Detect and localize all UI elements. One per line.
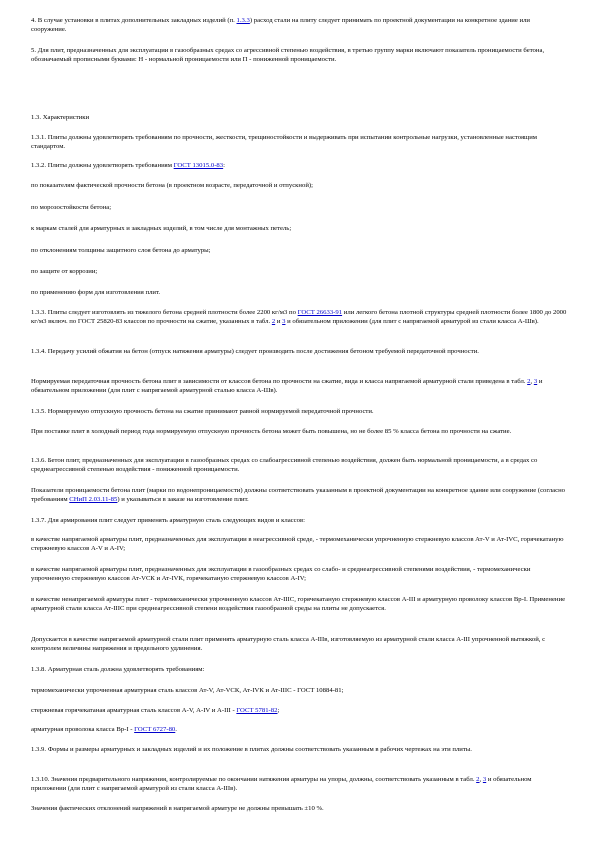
link-gost-6727[interactable]: ГОСТ 6727-80 — [134, 726, 176, 733]
paragraph-1-3-1: 1.3.1. Плиты должны удовлетворять требованиям по прочности, жесткости, трещиностойкости и выдерживать при испытании контрольные нагрузки, установленные настоящим стандартом. — [31, 134, 538, 150]
paragraph-steel-2 — [31, 707, 567, 716]
list-item: по показателям фактической прочности бетона (в проектном возрасте, передаточной и отпускной); — [31, 182, 314, 189]
text: , — [530, 378, 534, 385]
link-table-2[interactable]: 2 — [476, 776, 480, 783]
text: арматурная проволока класса Вр-I - — [31, 726, 135, 733]
paragraph-1-3-10 — [31, 776, 567, 793]
text: и — [275, 317, 283, 325]
link-gost-5781[interactable]: ГОСТ 5781-82 — [236, 707, 278, 714]
paragraph-reinforcement-3: в качестве ненапрягаемой арматуры плит - термомеханически упрочненную классов Ат-IIIС, горячекатаную стержневую классов А-III и арматурную проволоку классов Вр-I. Применение арматурной стали класса Ат-IIIС при среднеагрессивной степени воздействия газообразной среды на плиты не допускается. — [31, 596, 566, 612]
text: 1.3.3. Плиты следует изготовлять из тяжелого бетона средней плотности более 2200 кг/м3 по — [31, 309, 298, 316]
text: , — [479, 776, 483, 783]
paragraph-deviation: Значения фактических отклонений напряжений в напрягаемой арматуре не должны превышать ±10 %. — [31, 805, 324, 812]
text: или легкого бетона плотной структуры средней плотности более 1800 до 2000 кг/м3 включ. по ГОСТ 25820-83 классов по прочности на сжатие, указанных в табл. — [31, 309, 567, 325]
text: 1.3.10. Значения предварительного напряжения, контролируемые по окончании натяжения арматуры на упоры, должны, соответствовать указанным в табл. — [31, 776, 477, 783]
paragraph-steel-1: термомеханически упрочненная арматурная сталь классов Ат-V, Ат-VСК, Ат-IVК и Ат-IIIС - ГОСТ 10884-81; — [31, 687, 344, 694]
paragraph-reinforcement-1: в качестве напрягаемой арматуры плит, предназначенных для эксплуатации в неагрессивной среде, - термомеханически упрочненную стержневую классов Ат-V и Ат-IVС, горячекатаную стержневую классов А-V и А-IV; — [31, 536, 564, 552]
text: : — [223, 162, 225, 169]
paragraph-1-3-4: 1.3.4. Передачу усилий обжатия на бетон (отпуск натяжения арматуры) следует производить после достижения бетоном требуемой передаточной прочности. — [31, 348, 479, 355]
text: ) расход стали на плиту следует принимать по проектной документации на конкретное здание или сооружение. — [31, 17, 530, 33]
paragraph-transfer-strength — [31, 378, 567, 395]
section-heading: 1.3. Характеристики — [31, 114, 90, 121]
paragraph-1-3-7: 1.3.7. Для армирования плит следует применять арматурную сталь следующих видов и классов: — [31, 517, 305, 524]
paragraph-cold-period: При поставке плит в холодный период года нормируемую отпускную прочность бетона может быть повышена, но не более 85 % класса бетона по прочности на сжатие. — [31, 428, 512, 435]
link-gost-26633[interactable]: ГОСТ 26633-91 — [297, 309, 343, 316]
text: и обязательном приложении (для плит с напрягаемой арматурой из стали класса А-Шв). — [285, 317, 539, 325]
paragraph-note-5: 5. Для плит, предназначенных для эксплуатации в газообразных средах со агрессивной степенью воздействия, в третью группу марки включают показатель проницаемости бетона, обозначаемый прописными буквами: Н - нормальной проницаемости или П - пониженной проницаемости. — [31, 47, 545, 63]
text: 4. В случае установки в плитах дополнительных закладных изделий (п. — [31, 17, 237, 24]
text: и обязательном приложении (для плит с напрягаемой арматурой из стали класса А-IIIв). — [31, 776, 532, 792]
paragraph-1-3-5: 1.3.5. Нормируемую отпускную прочность бетона на сжатие принимают равной нормируемой передаточной прочности. — [31, 408, 374, 415]
list-item: к маркам сталей для арматурных и закладных изделий, в том числе для монтажных петель; — [31, 225, 292, 232]
link-1-3-3[interactable]: 1.3.3 — [236, 17, 250, 24]
text: 1.3.2. Плиты должны удовлетворять требованиям — [31, 162, 174, 169]
paragraph-steel-3 — [31, 726, 567, 735]
paragraph-1-3-9: 1.3.9. Формы и размеры арматурных и закладных изделий и их положение в плитах должны соответствовать указанным в рабочих чертежах на эти плиты. — [31, 746, 472, 753]
paragraph-reinforcement-2: в качестве напрягаемой арматуры плит, предназначенных для эксплуатации в газообразных средах со слабо- и среднеагрессивной степенями воздействия, - термомеханически упрочненную стержневую классов Ат-VСК и Ат-IVК, горячекатаную стержневую классов А-IV; — [31, 566, 531, 582]
link-table-3[interactable]: 3 — [482, 776, 487, 783]
paragraph-reinforcement-4: Допускается в качестве напрягаемой арматурной стали плит применять арматурную сталь класса А-IIIв, изготовляемую из арматурной стали класса А-III упрочненной вытяжкой, с контролем величины напряжения и предельного удлинения. — [31, 636, 546, 652]
paragraph-1-3-3 — [31, 309, 567, 326]
paragraph-note-4 — [31, 17, 567, 34]
text: Показатели проницаемости бетона плит (марки по водонепроницаемости) должны соответствовать указанным в проектной документации на конкретное здание или сооружение (согласно требованиям — [31, 487, 565, 503]
list-item: по морозостойкости бетона; — [31, 204, 112, 211]
paragraph-permeability — [31, 487, 567, 504]
text: ; — [277, 707, 280, 714]
text: Нормируемая передаточная прочность бетона плит в зависимости от классов бетона по прочности на сжатие, вида и класса напрягаемой арматурной стали приведена в табл. — [31, 378, 528, 385]
link-table-2[interactable]: 2 — [271, 317, 276, 325]
link-snip[interactable]: СНиП 2.03.11-85 — [69, 495, 118, 503]
list-item: по отклонениям толщины защитного слоя бетона до арматуры; — [31, 247, 211, 254]
link-gost-13015[interactable]: ГОСТ 13015.0-83 — [173, 162, 224, 169]
link-table-3[interactable]: 3 — [533, 378, 538, 385]
text: стержневая горячекатаная арматурная сталь классов А-V, А-IV и А-III - — [31, 707, 237, 714]
paragraph-1-3-8: 1.3.8. Арматурная сталь должна удовлетворять требованиям: — [31, 666, 205, 673]
list-item: по защите от коррозии; — [31, 268, 98, 275]
list-item: по применению форм для изготовления плит. — [31, 289, 161, 296]
paragraph-1-3-6: 1.3.6. Бетон плит, предназначенных для эксплуатации в газообразных средах со слабоагрессивной степенью воздействия, должен быть нормальной проницаемости, а в средах со среднеагрессивной степенью воздействия - пониженной проницаемости. — [31, 457, 538, 473]
text: . — [175, 726, 177, 733]
text: и обязательном приложении (для плит с напрягаемой арматурной сталью класса А-Шв). — [31, 378, 543, 394]
link-table-3[interactable]: 3 — [282, 317, 286, 325]
link-table-2[interactable]: 2 — [527, 378, 531, 385]
paragraph-1-3-2 — [31, 162, 225, 171]
text: ) и указываться в заказе на изготовление плит. — [117, 495, 249, 503]
